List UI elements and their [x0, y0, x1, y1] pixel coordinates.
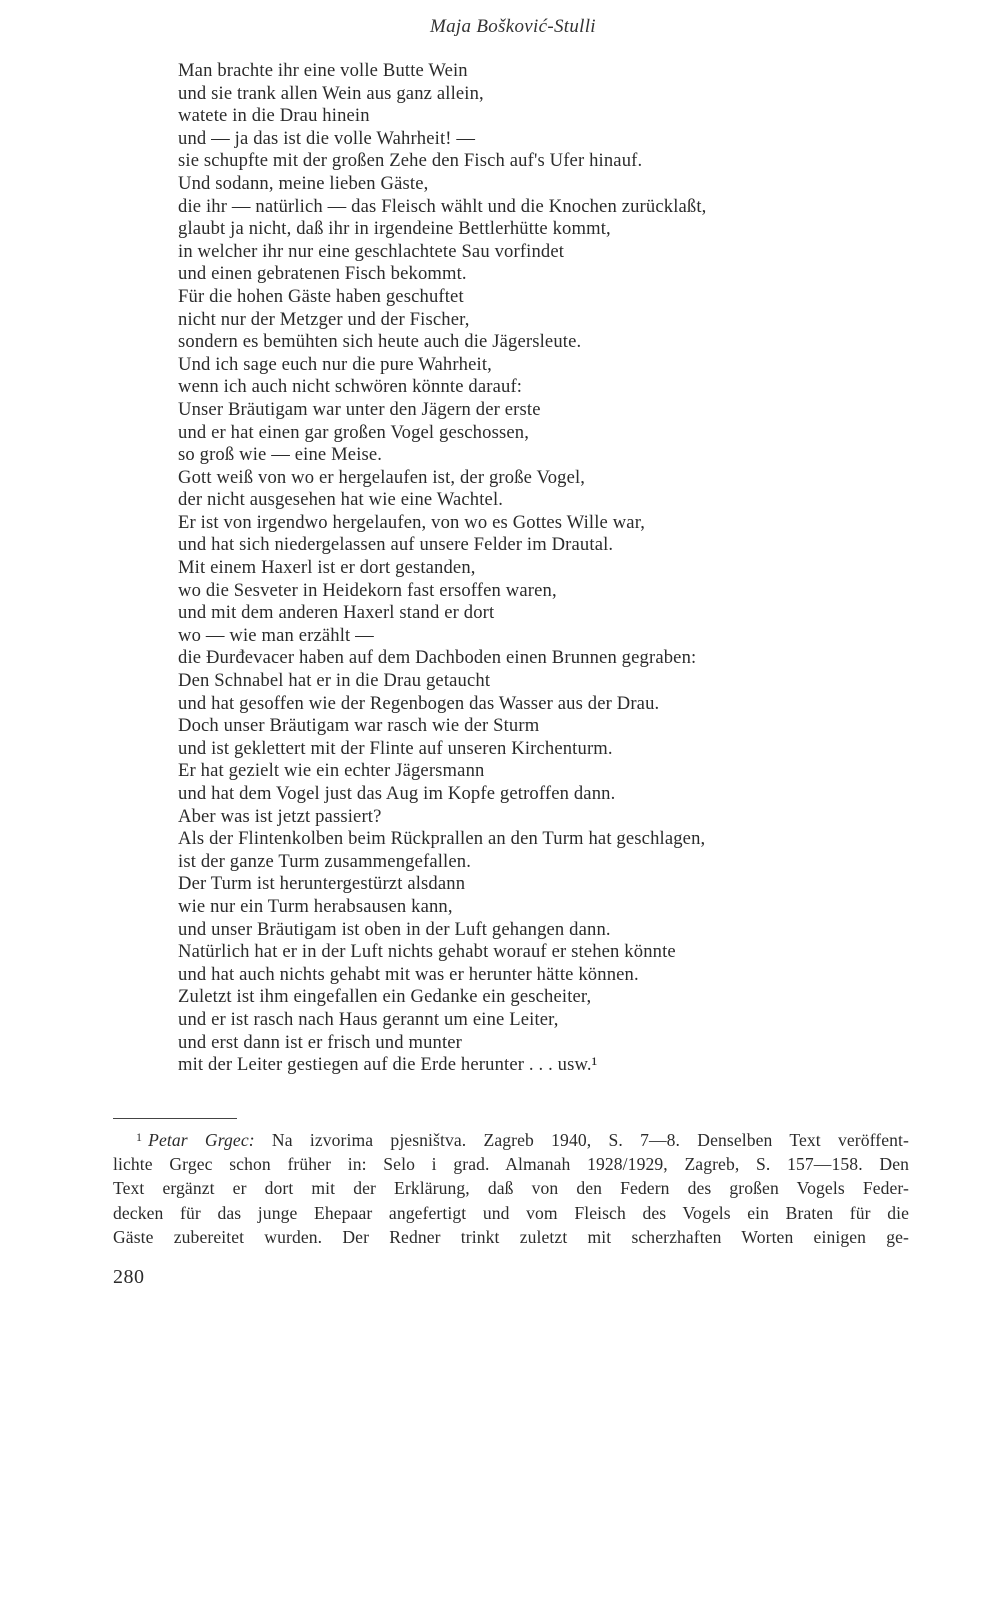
poem-line: Der Turm ist heruntergestürzt alsdann	[178, 873, 466, 895]
poem-line: Er hat gezielt wie ein echter Jägersmann	[178, 760, 485, 782]
poem-line: nicht nur der Metzger und der Fischer,	[178, 308, 470, 330]
poem-line: glaubt ja nicht, daß ihr in irgendeine Bettlerhütte kommt,	[178, 218, 611, 240]
poem-line: wo die Sesveter in Heidekorn fast ersoffen waren,	[178, 579, 557, 601]
poem-line: wenn ich auch nicht schwören könnte darauf:	[178, 376, 523, 398]
poem-line: und einen gebratenen Fisch bekommt.	[178, 263, 467, 285]
poem-line: so groß wie — eine Meise.	[178, 444, 383, 466]
poem-body	[178, 60, 978, 1077]
poem-line: und er hat einen gar großen Vogel geschossen,	[178, 421, 529, 443]
poem-line: und hat gesoffen wie der Regenbogen das Wasser aus der Drau.	[178, 692, 660, 714]
poem-line: Für die hohen Gäste haben geschuftet	[178, 285, 464, 307]
footnote-marker: 1	[136, 1130, 143, 1144]
poem-line: wo — wie man erzählt —	[178, 624, 374, 646]
poem-line: Unser Bräutigam war unter den Jägern der erste	[178, 398, 541, 420]
poem-line: Aber was ist jetzt passiert?	[178, 805, 382, 827]
poem-line: der nicht ausgesehen hat wie eine Wachtel.	[178, 489, 504, 511]
poem-line: die ihr — natürlich — das Fleisch wählt und die Knochen zurücklaßt,	[178, 195, 707, 217]
footnote-line: Text ergänzt er dort mit der Erklärung, daß von den Federn des großen Vogels Feder-	[113, 1178, 909, 1199]
poem-line: Und ich sage euch nur die pure Wahrheit,	[178, 353, 492, 375]
poem-line: Und sodann, meine lieben Gäste,	[178, 172, 429, 194]
poem-line: Er ist von irgendwo hergelaufen, von wo es Gottes Wille war,	[178, 511, 646, 533]
poem-line: und er ist rasch nach Haus gerannt um eine Leiter,	[178, 1008, 559, 1030]
poem-line: ist der ganze Turm zusammengefallen.	[178, 850, 472, 872]
footnote	[113, 1125, 909, 1249]
poem-line: und sie trank allen Wein aus ganz allein,	[178, 82, 484, 104]
poem-line: sie schupfte mit der großen Zehe den Fisch auf's Ufer hinauf.	[178, 150, 643, 172]
poem-line: in welcher ihr nur eine geschlachtete Sau vorfindet	[178, 240, 565, 262]
poem-line: und hat auch nichts gehabt mit was er herunter hätte können.	[178, 963, 639, 985]
poem-line: und erst dann ist er frisch und munter	[178, 1031, 463, 1053]
page-number: 280	[113, 1266, 145, 1288]
poem-line: Als der Flintenkolben beim Rückprallen an den Turm hat geschlagen,	[178, 828, 706, 850]
running-head: Maja Bošković-Stulli	[430, 16, 596, 37]
poem-line: mit der Leiter gestiegen auf die Erde herunter . . . usw.¹	[178, 1054, 598, 1076]
footnote-line: decken für das junge Ehepaar angefertigt und vom Fleisch des Vogels ein Braten für die	[113, 1202, 909, 1223]
poem-line: und unser Bräutigam ist oben in der Luft gehangen dann.	[178, 918, 611, 940]
footnote-text: Na izvorima pjesništva. Zagreb 1940, S. 7—8. Denselben Text veröffent-	[254, 1130, 909, 1150]
footnote-line: Gäste zubereitet wurden. Der Redner trinkt zuletzt mit scherzhaften Worten einigen ge-	[113, 1226, 909, 1247]
poem-line: die Đurđevacer haben auf dem Dachboden einen Brunnen gegraben:	[178, 647, 697, 669]
footnote-line	[113, 1125, 909, 1152]
poem-line: Den Schnabel hat er in die Drau getaucht	[178, 670, 491, 692]
footnote-divider	[113, 1118, 237, 1119]
poem-line: und mit dem anderen Haxerl stand er dort	[178, 602, 495, 624]
poem-line: Zuletzt ist ihm eingefallen ein Gedanke ein gescheiter,	[178, 986, 592, 1008]
poem-line: sondern es bemühten sich heute auch die Jägersleute.	[178, 331, 582, 353]
poem-line: Doch unser Bräutigam war rasch wie der Sturm	[178, 715, 540, 737]
footnote-author: Petar Grgec:	[148, 1130, 255, 1150]
poem-line: watete in die Drau hinein	[178, 105, 370, 127]
poem-line: Natürlich hat er in der Luft nichts gehabt worauf er stehen könnte	[178, 941, 676, 963]
poem-line: und hat dem Vogel just das Aug im Kopfe getroffen dann.	[178, 783, 616, 804]
poem-line: und — ja das ist die volle Wahrheit! —	[178, 127, 476, 149]
poem-line: Man brachte ihr eine volle Butte Wein	[178, 60, 468, 81]
poem-line: und ist geklettert mit der Flinte auf unseren Kirchenturm.	[178, 737, 613, 759]
poem-line: und hat sich niedergelassen auf unsere Felder im Drautal.	[178, 534, 614, 556]
poem-line: Mit einem Haxerl ist er dort gestanden,	[178, 557, 476, 579]
poem-line: wie nur ein Turm herabsausen kann,	[178, 895, 453, 917]
poem-line: Gott weiß von wo er hergelaufen ist, der große Vogel,	[178, 466, 586, 488]
footnote-line: lichte Grgec schon früher in: Selo i grad. Almanah 1928/1929, Zagreb, S. 157—158. Den	[113, 1154, 909, 1175]
